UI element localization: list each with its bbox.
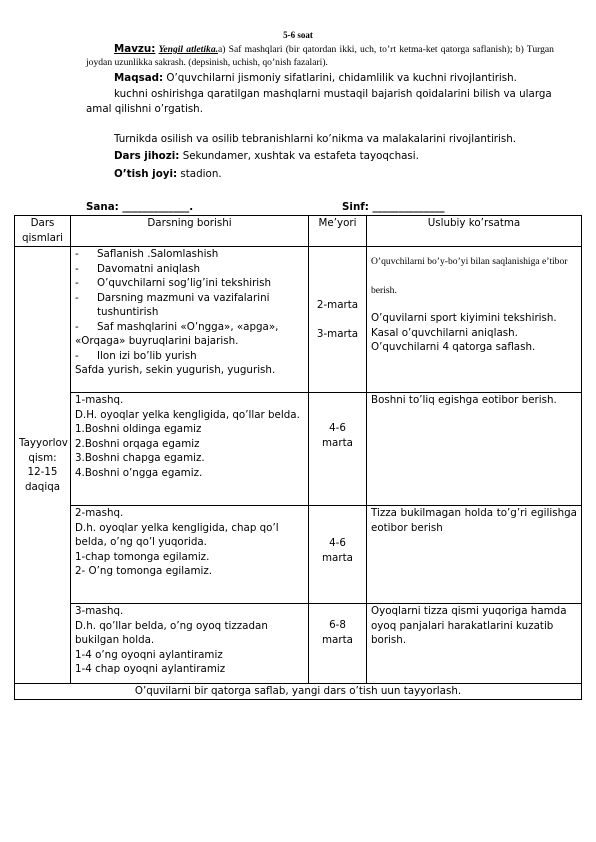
joy-text: stadion. — [180, 168, 222, 180]
list-item: - Saflanish .Salomlashish — [75, 248, 219, 260]
jihoz-line — [86, 149, 554, 164]
meyor-value: 2-marta — [316, 299, 359, 311]
row1-notes — [367, 247, 582, 393]
row2-content: 1-mashq. D.H. oyoqlar yelka kengligida, qo’llar belda. 1.Boshni oldinga egamiz 2.Boshni orqaga egamiz 3.Boshni chapga egamiz. 4.Boshni o’ngga egamiz. — [71, 393, 309, 506]
row2-meyor: 4-6 marta — [309, 393, 367, 506]
table-row — [15, 247, 582, 393]
maqsad-line3-text: Turnikda osilish va osilib tebranishlarni ko’nikma va malakalarini rivojlantirish. — [114, 133, 517, 145]
header-meyori: Me’yori — [309, 216, 367, 247]
row2-note: Boshni to’liq egishga eotibor berish. — [367, 393, 582, 506]
maqsad-line2 — [86, 87, 554, 116]
table-header-row — [15, 216, 582, 247]
part-name-cell: Tayyorlov qism: 12-15 daqiqa — [15, 247, 71, 684]
row4-meyor: 6-8 marta — [309, 604, 367, 684]
note-text: O’quvchilarni bo’y-bo’yi bilan saqlanishiga e’tibor berish. — [371, 256, 568, 296]
table-row — [15, 604, 582, 684]
mavzu-label: Mavzu: — [114, 43, 156, 55]
list-item: - Davomatni aniqlash — [75, 262, 200, 275]
row3-meyor: 4-6 marta — [309, 506, 367, 604]
list-item: - Darsning mazmuni va vazifalarini tushuntirish — [75, 291, 270, 318]
table-footer-row — [15, 684, 582, 700]
row1-extra: Safda yurish, sekin yugurish, yugurish. — [75, 364, 276, 376]
maqsad-label: Maqsad: — [114, 72, 164, 84]
row3-content: 2-mashq. D.h. oyoqlar yelka kengligida, chap qo’l belda, o’ng qo’l yuqorida. 1-chap tomonga egilamiz. 2- O’ng tomonga egilamiz. — [71, 506, 309, 604]
maqsad-line3 — [86, 132, 554, 147]
list-item: - Saf mashqlarini «O’ngga», «apga», «Orqaga» buyruqlarini bajarish. — [75, 320, 279, 347]
row4-content: 3-mashq. D.h. qo’llar belda, o’ng oyoq tizzadan bukilgan holda. 1-4 o’ng oyoqni aylantiramiz 1-4 chap oyoqni aylantiramiz — [71, 604, 309, 684]
note-text: O’quvilarni sport kiyimini tekshirish. — [371, 312, 557, 324]
list-item: - Ilon izi bo’lib yurish — [75, 349, 197, 362]
jihoz-text: Sekundamer, xushtak va estafeta tayoqchasi. — [182, 150, 419, 162]
list-item: - O’quvchilarni sog’lig’ini tekshirish — [75, 277, 272, 289]
maqsad-text: O’quvchilarni jismoniy sifatlarini, chidamlilik va kuchni rivojlantirish. — [166, 72, 517, 84]
topic-paragraph — [86, 43, 554, 69]
mavzu-topic: Yengil atletika. — [158, 44, 219, 55]
header-uslubiy: Uslubiy ko’rsatma — [367, 216, 582, 247]
maqsad-line2-text: kuchni oshirishga qaratilgan mashqlarni mustaqil bajarish qoidalarini bilish va ularga amal qilishni o’rgatish. — [86, 88, 552, 115]
table-row — [15, 506, 582, 604]
note-text: O’quvchilarni 4 qatorga saflash. — [371, 341, 536, 353]
lesson-table — [14, 215, 582, 700]
joy-label: O’tish joyi: — [114, 168, 178, 180]
page-title: 5-6 soat — [283, 30, 313, 40]
note-text: Kasal o’quvchilarni aniqlash. — [371, 326, 518, 339]
table-row — [15, 393, 582, 506]
row3-note: Tizza bukilmagan holda to’g’ri egilishga eotibor berish — [367, 506, 582, 604]
row1-content — [71, 247, 309, 393]
meyor-value: 3-marta — [316, 327, 359, 340]
joy-line — [86, 167, 554, 182]
jihoz-label: Dars jihozi: — [114, 150, 180, 162]
row4-note: Oyoqlarni tizza qismi yuqoriga hamda oyoq panjalari harakatlarini kuzatib borish. — [367, 604, 582, 684]
sinf-field: Sinf: ______________ — [342, 201, 445, 213]
header-darsning-borishi: Darsning borishi — [71, 216, 309, 247]
mavzu-text: a) Saf mashqlari (bir qatordan ikki, uch, to’rt ketma-ket qatorga saflanish); b) Turgan joydan uzunlikka sakrash. (depsinish, uchish, qo’nish fazalari). — [86, 44, 554, 68]
footer-text: O’quvilarni bir qatorga saflab, yangi dars o’tish uun tayyorlash. — [15, 684, 582, 700]
row1-meyor — [309, 247, 367, 393]
header-dars-qismlari: Dars qismlari — [15, 216, 71, 247]
sana-field: Sana: _____________. — [86, 201, 194, 213]
maqsad-paragraph — [86, 71, 554, 86]
